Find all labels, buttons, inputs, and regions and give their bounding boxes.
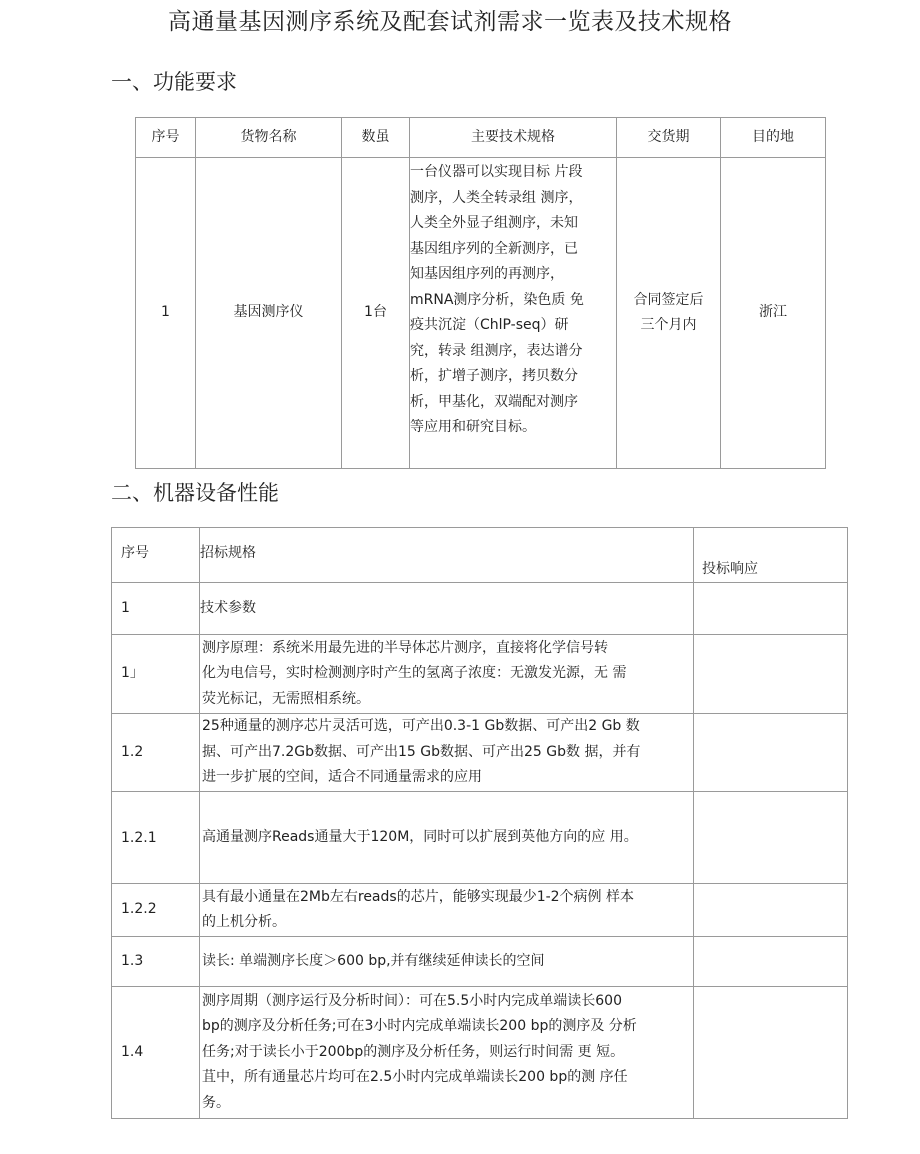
spec-line: 务。 (202, 1094, 230, 1111)
delivery-line: 合同签定后 (633, 291, 704, 308)
header-delivery: 交货期 (617, 118, 721, 158)
header-destination: 目的地 (721, 118, 826, 158)
spec-line: bp的测序及分析任务;可在3小时内完成单端读长200 bp的测序及 分析 (202, 1018, 637, 1035)
table-row (112, 792, 848, 884)
cell-no: 1 (136, 158, 196, 469)
section-heading-functional: 一、功能要求 (111, 70, 237, 94)
header-goods-name: 货物名称 (196, 118, 342, 158)
header-main-spec: 主要技术规格 (410, 118, 617, 158)
table-row (112, 583, 848, 635)
spec-line: 具有最小通量在2Mb左右reads的芯片，能够实现最少1-2个病例 样本 (202, 888, 635, 905)
table-row (112, 884, 848, 937)
spec-line: 测序原理：系统米用最先进的半导体芯片测序，直接将化学信号转 (202, 639, 608, 656)
header-no: 序号 (112, 528, 200, 583)
cell-response (694, 792, 848, 884)
spec-line: 析，扩增子测序，拷贝数分 (410, 368, 578, 384)
spec-line: 高通量测序Reads通量大于120M，同时可以扩展到英他方向的应 用。 (202, 828, 638, 845)
spec-line: 究，转录 组测序，表达谱分 (410, 342, 583, 359)
spec-line: 的上机分析。 (202, 914, 286, 930)
cell-no: 1.4 (112, 987, 200, 1119)
cell-spec (200, 635, 694, 714)
spec-line: 测序周期（测序运行及分析时间）：可在5.5小时内完成单端读长600 (202, 992, 622, 1009)
spec-line: 疫共沉淀（ChlP-seq）研 (410, 317, 569, 333)
cell-goods-name: 基因测序仪 (196, 158, 342, 469)
section-heading-performance: 二、机器设备性能 (111, 481, 279, 505)
cell-no: 1.3 (112, 937, 200, 987)
cell-response (694, 884, 848, 937)
spec-line: 技术参数 (200, 599, 256, 616)
cell-main-spec (410, 158, 617, 469)
table-row (112, 987, 848, 1119)
cell-no: 1.2.2 (112, 884, 200, 937)
spec-line: 一台仪器可以实现目标 片段 (410, 164, 583, 180)
spec-line: 据、可产出7.2Gb数据、可产出15 Gb数据、可产出25 Gb数 据，并有 (202, 743, 641, 760)
spec-line: mRNA测序分析，染色质 免 (410, 291, 584, 308)
cell-no: 1.2.1 (112, 792, 200, 884)
spec-line: 读长: 单端测序长度＞600 bp,并有继续延伸读长的空间 (202, 952, 545, 969)
cell-spec (200, 714, 694, 792)
cell-spec (200, 792, 694, 884)
header-bid-spec: 招标规格 (200, 528, 694, 583)
spec-line: 基因组序列的全新测序，已 (410, 240, 578, 257)
spec-line: 析，甲基化，双端配对测序 (410, 393, 578, 410)
spec-line: 任务;对于读长小于200bp的测序及分析任务，则运行时间需 更 短。 (202, 1043, 625, 1060)
cell-response (694, 635, 848, 714)
header-quantity: 数虽 (342, 118, 410, 158)
performance-table (111, 527, 848, 1119)
table-row (112, 635, 848, 714)
spec-line: 进一步扩展的空间，适合不同通量需求的应用 (202, 769, 482, 786)
cell-spec (200, 884, 694, 937)
cell-no: 1.2 (112, 714, 200, 792)
spec-line: 苴中，所有通量芯片均可在2.5小时内完成单端读长200 bp的测 序任 (202, 1069, 628, 1086)
table-row (112, 714, 848, 792)
cell-quantity: 1台 (342, 158, 410, 469)
spec-line: 荧光标记，无需照相系统。 (202, 690, 370, 707)
header-bid-response: 投标响应 (694, 528, 848, 583)
cell-response (694, 583, 848, 635)
table-header-row (112, 528, 848, 583)
cell-no: 1」 (112, 635, 200, 714)
spec-line: 等应用和研究目标。 (410, 419, 536, 435)
table-header-row (136, 118, 826, 158)
cell-spec (200, 937, 694, 987)
cell-destination: 浙江 (721, 158, 826, 469)
spec-line: 25种通量的测序芯片灵活可选，可产出0.3-1 Gb数据、可产出2 Gb 数 (202, 718, 640, 735)
spec-line: 测序，人类全转录组 测序， (410, 189, 583, 206)
cell-response (694, 937, 848, 987)
cell-response (694, 714, 848, 792)
spec-line: 知基因组序列的再测序， (410, 266, 564, 282)
cell-response (694, 987, 848, 1119)
cell-no: 1 (112, 583, 200, 635)
table-row (136, 158, 826, 469)
table-row (112, 937, 848, 987)
header-no: 序号 (136, 118, 196, 158)
cell-delivery (617, 158, 721, 469)
functional-requirements-table (135, 117, 826, 469)
cell-spec (200, 583, 694, 635)
page-title: 高通量基因测序系统及配套试剂需求一览表及技术规格 (168, 9, 732, 35)
cell-spec (200, 987, 694, 1119)
spec-line: 化为电信号，实时检测测序时产生的氢离子浓度：无激发光源，无 需 (202, 665, 627, 682)
spec-line: 人类全外显子组测序，未知 (410, 215, 578, 231)
delivery-line: 三个月内 (640, 317, 697, 333)
